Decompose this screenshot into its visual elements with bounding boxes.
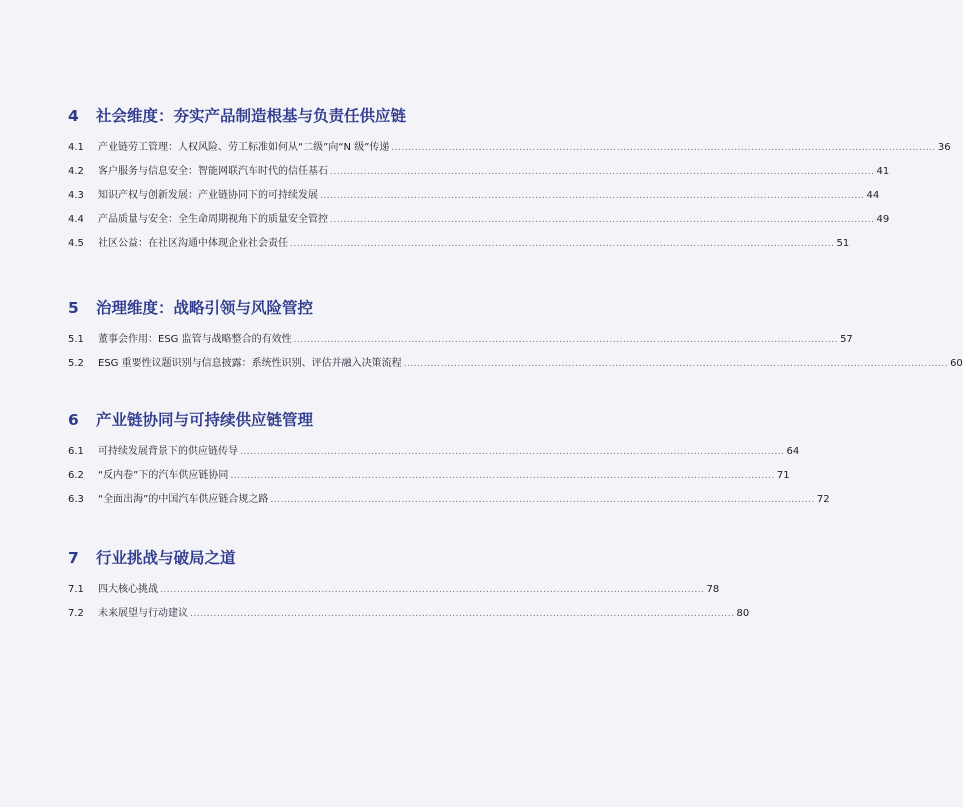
section-title: 产业链协同与可持续供应链管理 [96,411,314,429]
dot-leader [230,471,774,481]
toc-section [68,296,963,378]
dot-leader [330,215,874,225]
toc-section [68,546,750,628]
toc-entry[interactable] [68,490,830,514]
entry-number: 4.4 [68,214,84,225]
toc-entry[interactable] [68,210,890,234]
section-number: 6 [68,411,79,429]
entry-page-number: 60 [950,358,963,369]
section-title: 社会维度：夯实产品制造根基与负责任供应链 [96,107,407,125]
toc-entry[interactable] [68,138,951,162]
section-number: 4 [68,107,79,125]
toc-entry[interactable] [68,442,800,466]
entry-number: 5.1 [68,334,84,345]
dot-leader [190,609,734,619]
entry-page-number: 64 [786,446,800,457]
entry-page-number: 36 [937,142,951,153]
section-number: 7 [68,549,79,567]
entry-title: 产业链劳工管理：人权风险、劳工标准如何从“二级”向“N 级”传递 [98,142,390,153]
entry-title: 四大核心挑战 [98,584,158,595]
toc-entry[interactable] [68,330,853,354]
toc-entry[interactable] [68,580,720,604]
entry-number: 5.2 [68,358,84,369]
entry-title: “反内卷”下的汽车供应链协同 [98,470,229,481]
entry-page-number: 72 [816,494,830,505]
entry-number: 6.1 [68,446,84,457]
entry-number: 6.3 [68,494,84,505]
entry-title: ESG 重要性议题识别与信息披露：系统性识别、评估并融入决策流程 [98,358,402,369]
entry-title: 知识产权与创新发展：产业链协同下的可持续发展 [98,190,318,201]
entry-title: 客户服务与信息安全：智能网联汽车时代的信任基石 [98,166,328,177]
entry-title: 社区公益：在社区沟通中体现企业社会责任 [98,238,288,249]
entry-page-number: 41 [876,166,890,177]
toc-entry[interactable] [68,162,890,186]
toc-entry[interactable] [68,186,880,210]
dot-leader [160,585,704,595]
dot-leader [270,495,814,505]
entry-title: 产品质量与安全：全生命周期视角下的质量安全管控 [98,214,328,225]
entry-number: 7.2 [68,608,84,619]
dot-leader [320,191,864,201]
dot-leader [391,143,935,153]
dot-leader [330,167,874,177]
section-heading[interactable] [68,408,510,432]
entry-title: 未来展望与行动建议 [98,608,188,619]
entry-number: 6.2 [68,470,84,481]
toc-section [68,104,951,258]
entry-page-number: 49 [876,214,890,225]
entry-title: “全面出海”的中国汽车供应链合规之路 [98,494,269,505]
entry-number: 4.1 [68,142,84,153]
toc-entry[interactable] [68,234,850,258]
entry-number: 4.2 [68,166,84,177]
section-title: 治理维度：战略引领与风险管控 [96,299,314,317]
section-heading[interactable] [68,104,510,128]
toc-entry[interactable] [68,354,963,378]
entry-number: 7.1 [68,584,84,595]
entry-title: 董事会作用：ESG 监管与战略整合的有效性 [98,334,292,345]
entry-number: 4.5 [68,238,84,249]
dot-leader [240,447,784,457]
toc-entry[interactable] [68,604,750,628]
section-title: 行业挑战与破局之道 [96,549,236,567]
entry-page-number: 78 [706,584,720,595]
entry-page-number: 44 [866,190,880,201]
entry-page-number: 57 [840,334,853,345]
section-heading[interactable] [68,546,510,570]
dot-leader [290,239,834,249]
entry-page-number: 71 [776,470,790,481]
entry-number: 4.3 [68,190,84,201]
entry-page-number: 51 [836,238,850,249]
entry-page-number: 80 [736,608,750,619]
dot-leader [294,335,838,345]
toc-entry[interactable] [68,466,790,490]
section-number: 5 [68,299,79,317]
dot-leader [404,359,948,369]
section-heading[interactable] [68,296,510,320]
entry-title: 可持续发展背景下的供应链传导 [98,446,238,457]
toc-section [68,408,830,514]
